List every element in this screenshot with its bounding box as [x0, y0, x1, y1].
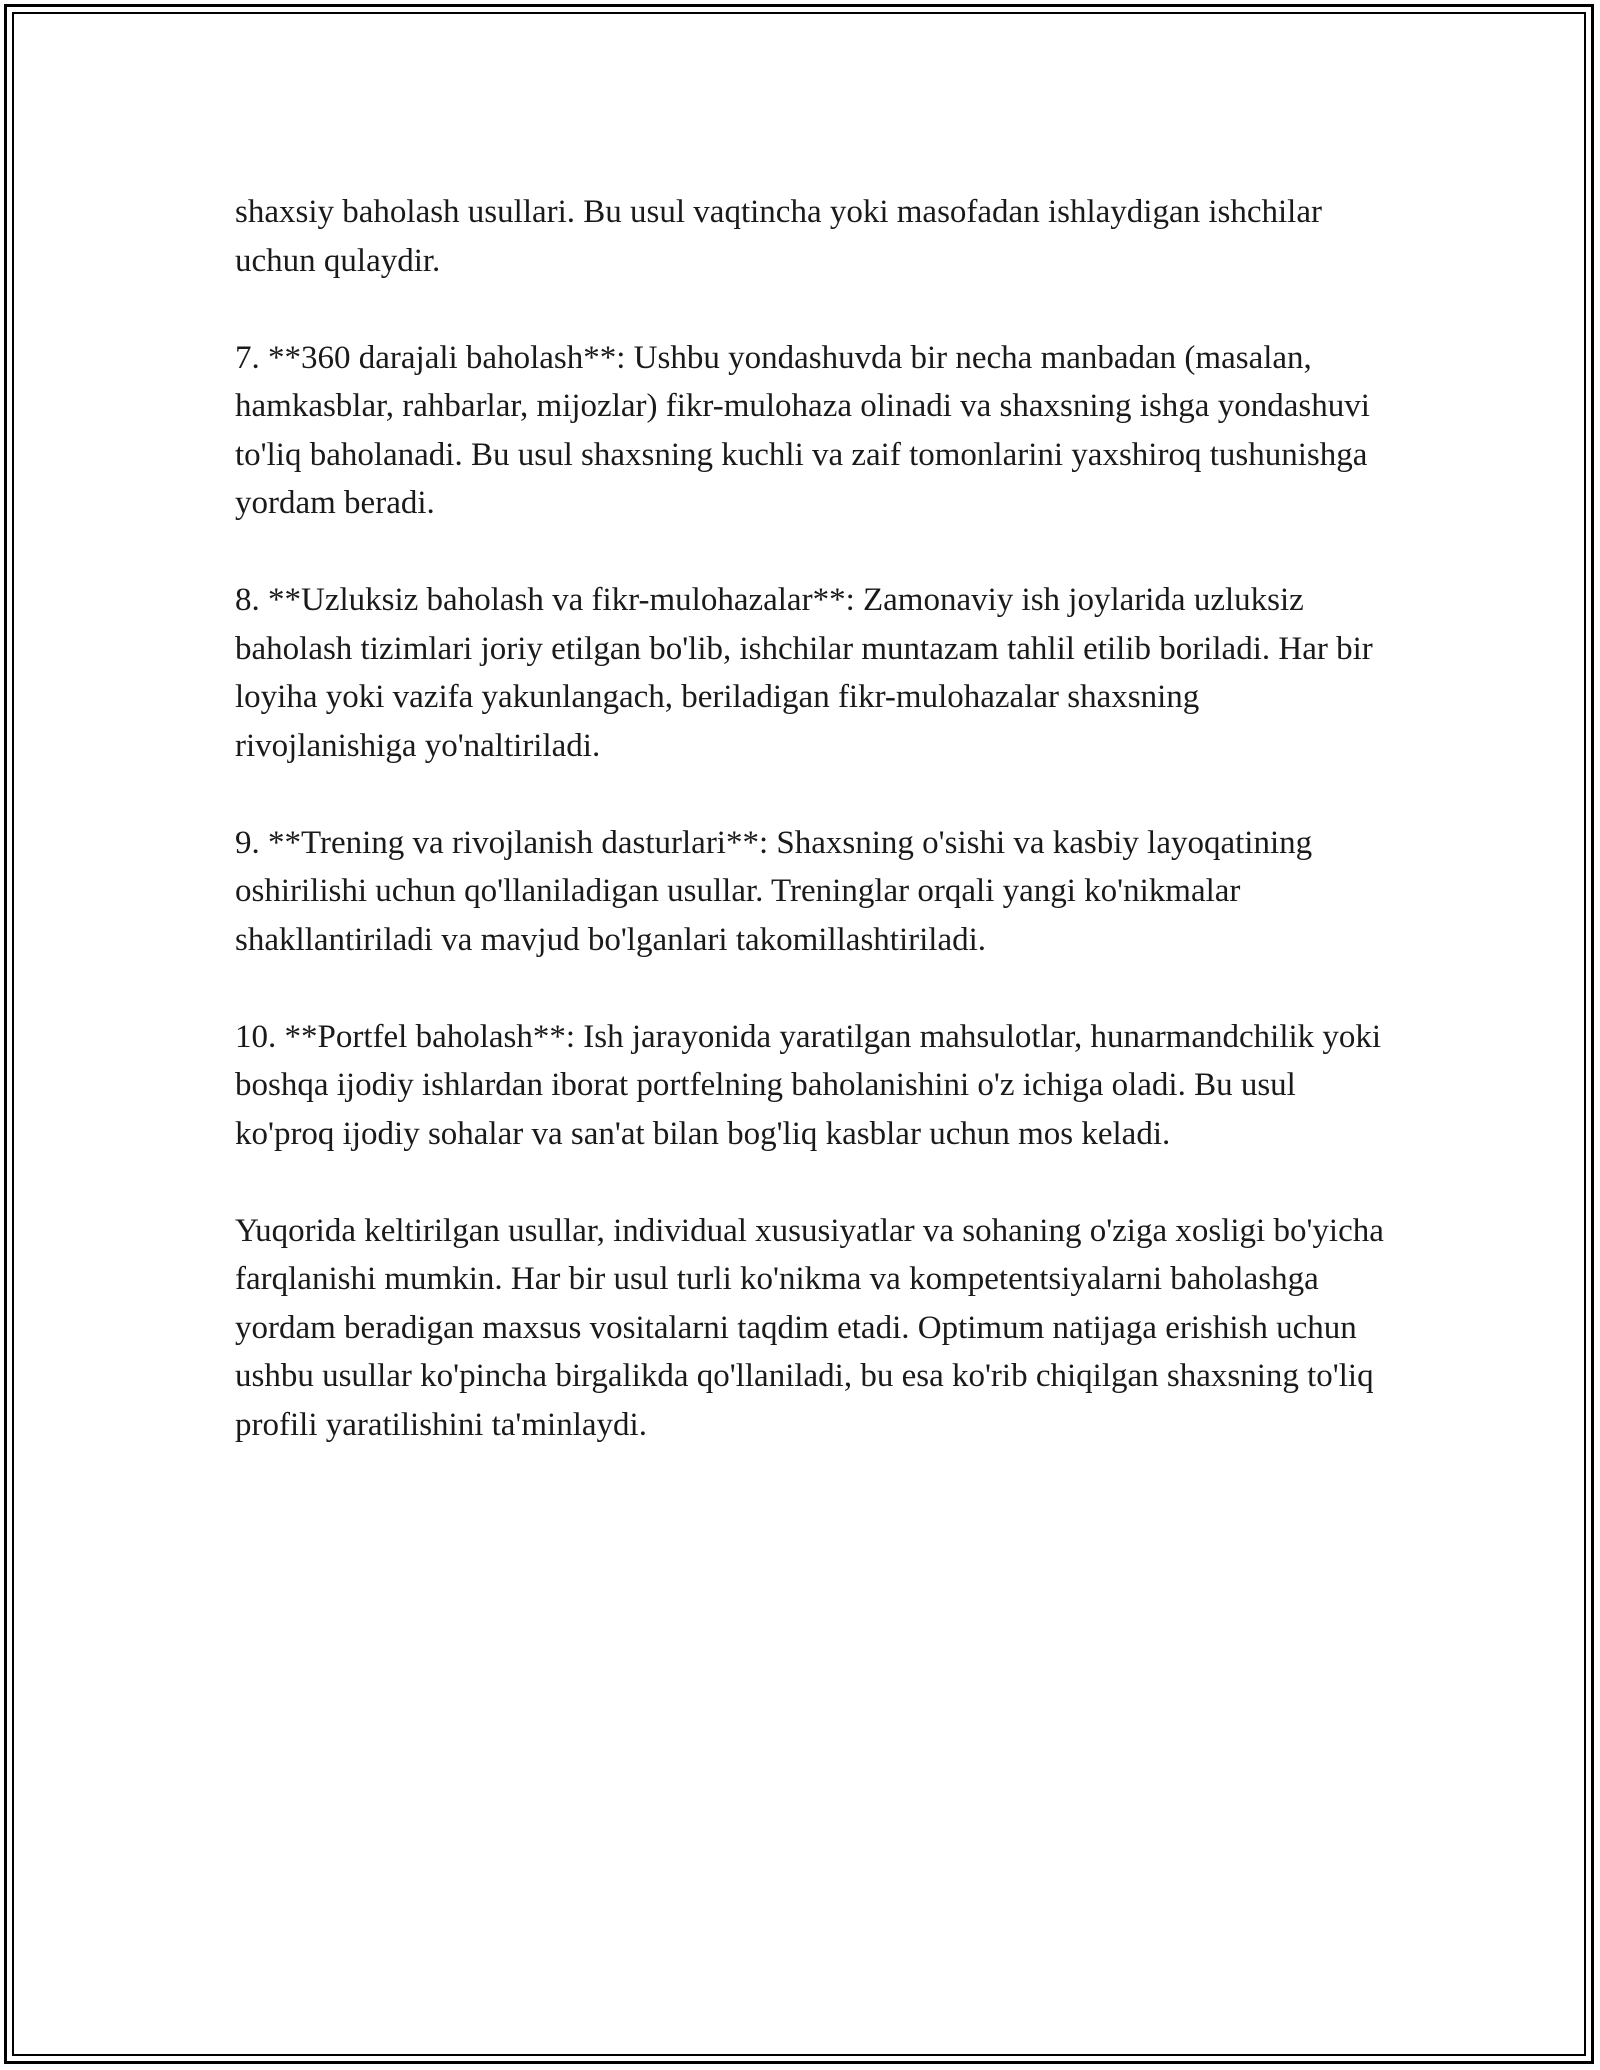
paragraph-item-9: 9. **Trening va rivojlanish dasturlari**: Shaxsning o'sishi va kasbiy layoqatining oshirilishi uchun qo'llaniladigan usullar. Treninglar orqali yangi ko'nikmalar shakllantiriladi va mavjud bo'lganlari takomillashtiriladi. [235, 824, 1313, 958]
paragraph-item-7: 7. **360 darajali baholash**: Ushbu yondashuvda bir necha manbadan (masalan, hamkasblar, rahbarlar, mijozlar) fikr-mulohaza olinadi va shaxsning ishga yondashuvi to'liq baholanadi. Bu usul shaxsning kuchli va zaif tomonlarini yaxshiroq tushunishga yordam beradi. [235, 339, 1370, 521]
paragraph-conclusion: Yuqorida keltirilgan usullar, individual xususiyatlar va sohaning o'ziga xosligi bo'yicha farqlanishi mumkin. Har bir usul turli ko'nikma va kompetentsiyalarni baholashga yordam beradigan maxsus vositalarni taqdim etadi. Optimum natijaga erishish uchun ushbu usullar ko'pincha birgalikda qo'llaniladi, bu esa ko'rib chiqilgan shaxsning to'liq profili yaratilishini ta'minlaydi. [235, 1212, 1384, 1443]
paragraph-continuation: shaxsiy baholash usullari. Bu usul vaqtincha yoki masofadan ishlaydigan ishchilar uchun qulaydir. [235, 194, 1322, 279]
paragraph-item-8: 8. **Uzluksiz baholash va fikr-mulohazalar**: Zamonaviy ish joylarida uzluksiz baholash tizimlari joriy etilgan bo'lib, ishchilar muntazam tahlil etilib boriladi. Har bir loyiha yoki vazifa yakunlangach, beriladigan fikr-mulohazalar shaxsning rivojlanishiga yo'naltiriladi. [235, 582, 1373, 764]
paragraph-item-10: 10. **Portfel baholash**: Ish jarayonida yaratilgan mahsulotlar, hunarmandchilik yoki boshqa ijodiy ishlardan iborat portfelning baholanishini o'z ichiga oladi. Bu usul ko'proq ijodiy sohalar va san'at bilan bog'liq kasblar uchun mos keladi. [235, 1018, 1382, 1152]
document-body [235, 188, 1385, 1449]
